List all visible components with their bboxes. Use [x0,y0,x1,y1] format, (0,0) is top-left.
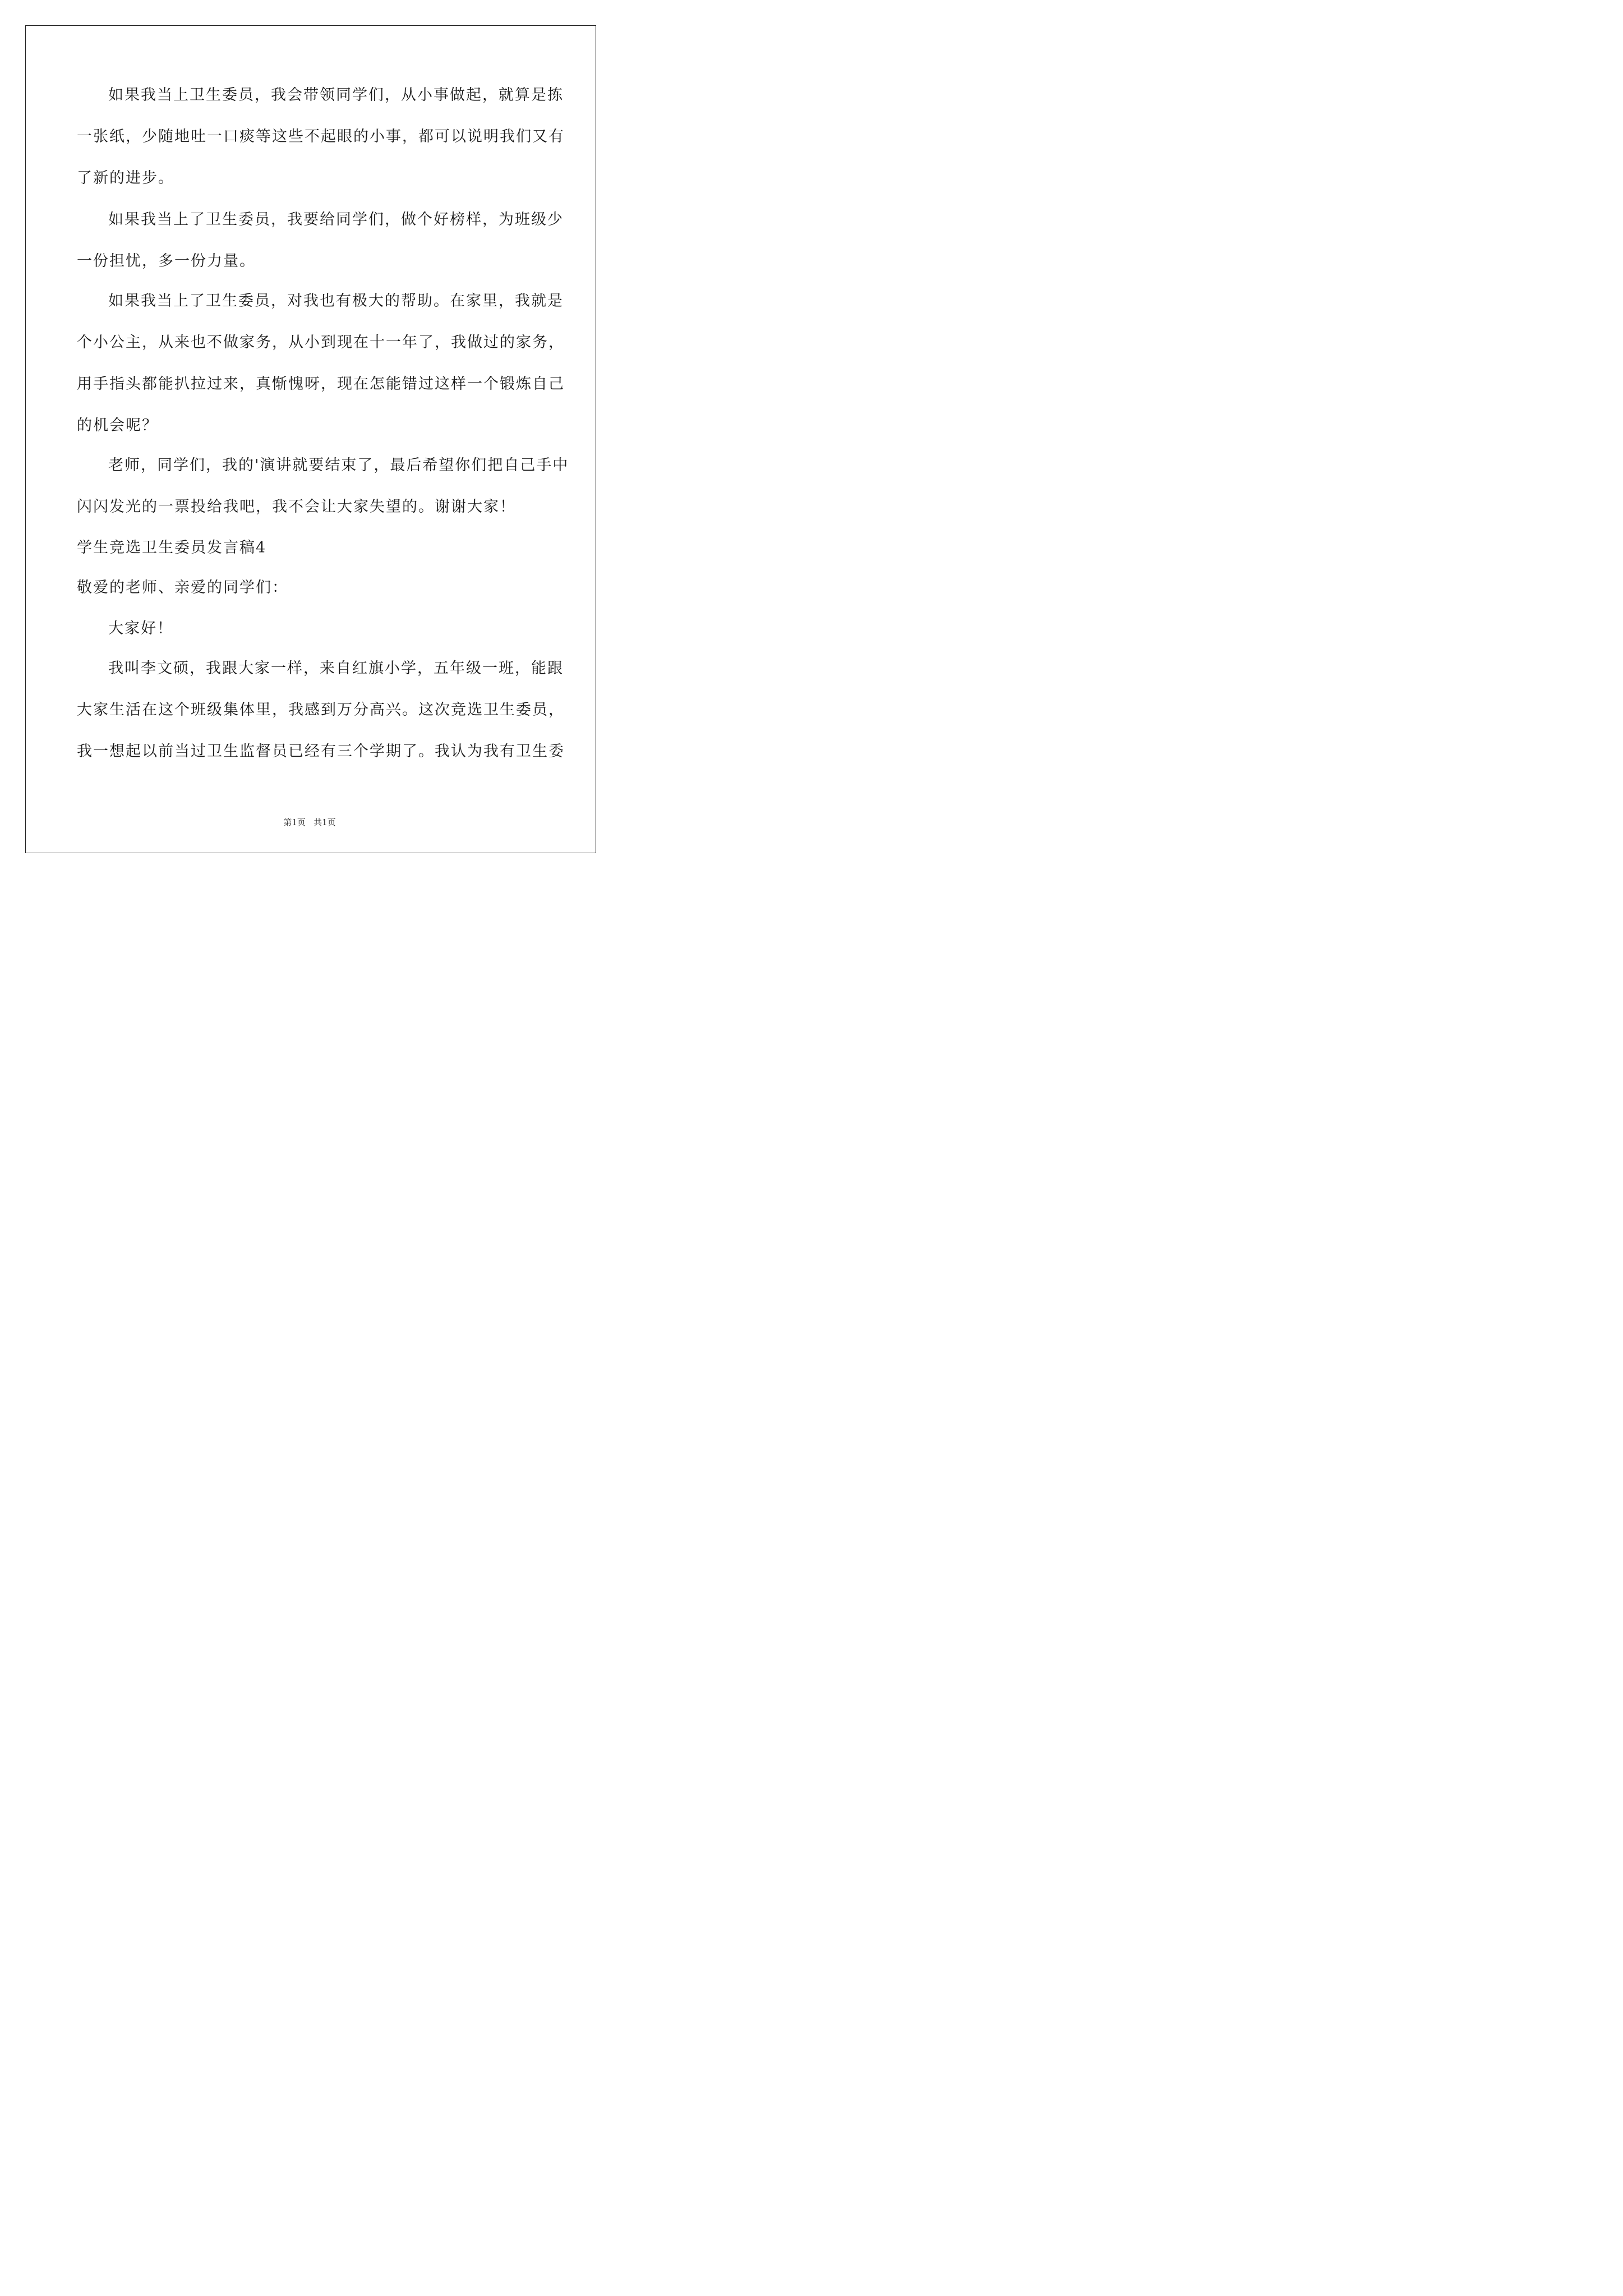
paragraph-1-line-2: 一张纸，少随地吐一口痰等这些不起眼的小事，都可以说明我们又有 [77,128,565,145]
paragraph-4-line-1: 老师，同学们，我的'演讲就要结束了，最后希望你们把自己手中 [108,457,569,474]
paragraph-5-line-1: 我叫李文硕，我跟大家一样，来自红旗小学，五年级一班，能跟 [108,660,564,677]
paragraph-3-line-4: 的机会呢？ [77,417,158,434]
paragraph-1-line-1: 如果我当上卫生委员，我会带领同学们，从小事做起，就算是拣 [108,86,564,104]
paragraph-1-line-3: 了新的进步。 [77,169,174,187]
paragraph-2-line-1: 如果我当上了卫生委员，我要给同学们，做个好榜样，为班级少 [108,211,564,228]
paragraph-5-line-2: 大家生活在这个班级集体里，我感到万分高兴。这次竞选卫生委员， [77,701,565,719]
greeting: 大家好！ [108,620,173,637]
paragraph-5-line-3: 我一想起以前当过卫生监督员已经有三个学期了。我认为我有卫生委 [77,743,565,760]
page-border [25,25,596,853]
paragraph-3-line-3: 用手指头都能扒拉过来，真惭愧呀，现在怎能错过这样一个锻炼自己 [77,375,565,393]
section-title: 学生竞选卫生委员发言稿4 [77,539,267,556]
paragraph-3-line-1: 如果我当上了卫生委员，对我也有极大的帮助。在家里，我就是 [108,292,564,310]
salutation: 敬爱的老师、亲爱的同学们： [77,579,288,596]
paragraph-4-line-2: 闪闪发光的一票投给我吧，我不会让大家失望的。谢谢大家！ [77,498,516,516]
paragraph-3-line-2: 个小公主，从来也不做家务，从小到现在十一年了，我做过的家务， [77,334,565,351]
paragraph-2-line-2: 一份担忧，多一份力量。 [77,252,256,270]
page-number-footer: 第1页 共1页 [283,817,336,827]
